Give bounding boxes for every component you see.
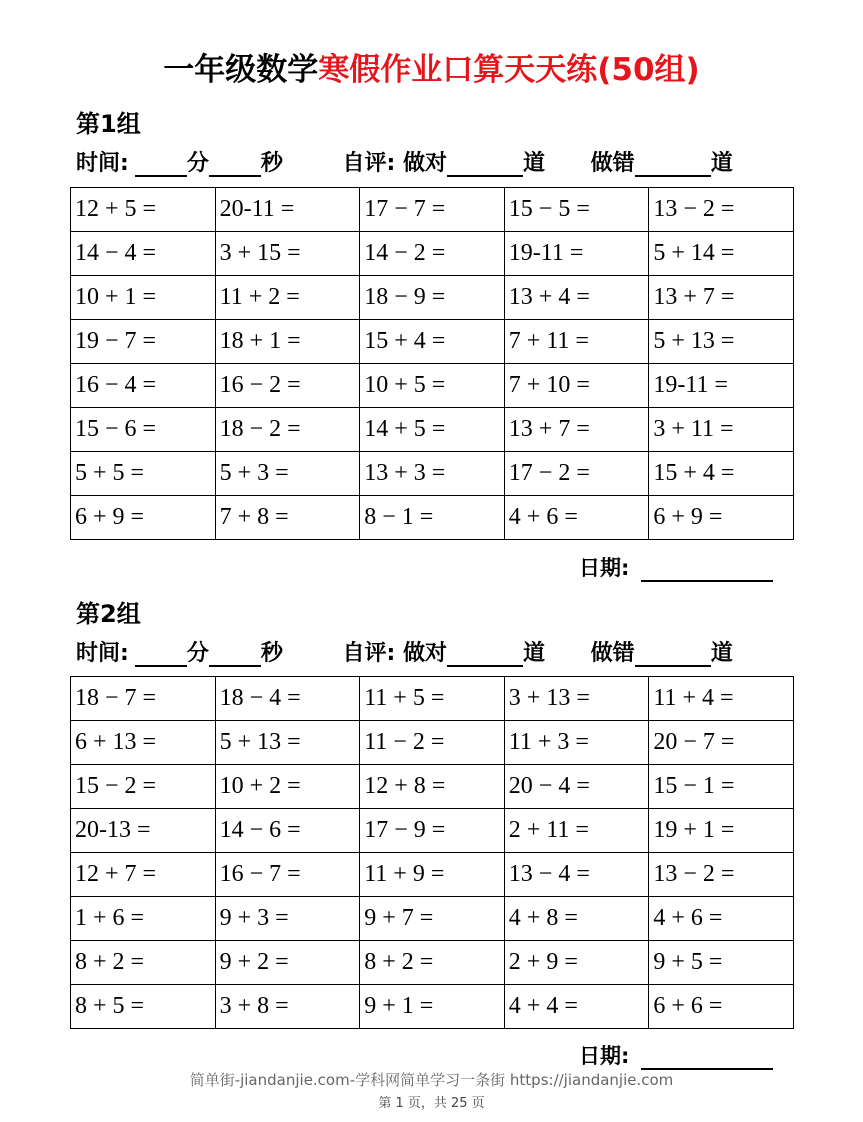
date-blank[interactable] — [641, 562, 773, 582]
problem-cell[interactable]: 8 + 5 = — [71, 985, 216, 1029]
correct-blank[interactable] — [447, 153, 523, 177]
problem-cell[interactable]: 14 − 6 = — [215, 809, 360, 853]
problem-cell[interactable]: 19-11 = — [649, 364, 794, 408]
problem-cell[interactable]: 5 + 3 = — [215, 452, 360, 496]
problem-cell[interactable]: 3 + 8 = — [215, 985, 360, 1029]
problem-cell[interactable]: 12 + 5 = — [71, 188, 216, 232]
problem-cell[interactable]: 13 − 2 = — [649, 853, 794, 897]
problem-cell[interactable]: 10 + 1 = — [71, 276, 216, 320]
problem-cell[interactable]: 6 + 13 = — [71, 721, 216, 765]
date-label: 日期: — [579, 556, 630, 580]
problem-cell[interactable]: 13 − 2 = — [649, 188, 794, 232]
table-row — [71, 853, 794, 897]
problem-cell[interactable]: 3 + 15 = — [215, 232, 360, 276]
table-row — [71, 941, 794, 985]
group-title: 第1组 — [76, 110, 141, 138]
date-field — [579, 1040, 773, 1070]
seconds-blank[interactable] — [209, 153, 261, 177]
minutes-label: 分 — [186, 641, 209, 666]
table-row — [71, 897, 794, 941]
problem-cell[interactable]: 9 + 2 = — [215, 941, 360, 985]
time-label: 时间: — [76, 641, 129, 666]
score-line — [76, 146, 788, 177]
seconds-blank[interactable] — [209, 643, 261, 667]
time-label: 时间: — [76, 151, 129, 176]
problem-cell[interactable]: 7 + 10 = — [504, 364, 649, 408]
problem-cell[interactable]: 8 − 1 = — [360, 496, 505, 540]
problem-cell[interactable]: 6 + 9 = — [71, 496, 216, 540]
problem-cell[interactable]: 11 + 9 = — [360, 853, 505, 897]
problem-table — [70, 676, 794, 1029]
seconds-label: 秒 — [260, 641, 283, 666]
wrong-unit: 道 — [710, 151, 733, 176]
table-row — [71, 320, 794, 364]
minutes-blank[interactable] — [135, 153, 187, 177]
problem-cell[interactable]: 11 − 2 = — [360, 721, 505, 765]
problem-cell[interactable]: 2 + 11 = — [504, 809, 649, 853]
table-row — [71, 276, 794, 320]
problem-cell[interactable]: 12 + 7 = — [71, 853, 216, 897]
problem-table — [70, 187, 794, 540]
wrong-label: 做错 — [590, 641, 635, 666]
wrong-label: 做错 — [590, 151, 635, 176]
correct-label: 自评: 做对 — [342, 151, 447, 176]
problem-cell[interactable]: 4 + 6 = — [649, 897, 794, 941]
problem-cell[interactable]: 15 + 4 = — [360, 320, 505, 364]
problem-cell[interactable]: 2 + 9 = — [504, 941, 649, 985]
problem-cell[interactable]: 5 + 13 = — [215, 721, 360, 765]
problem-cell[interactable]: 19 − 7 = — [71, 320, 216, 364]
correct-unit: 道 — [522, 641, 545, 666]
score-line — [76, 636, 788, 667]
problem-cell[interactable]: 3 + 11 = — [649, 408, 794, 452]
page-title — [0, 44, 863, 89]
problem-cell[interactable]: 18 − 7 = — [71, 677, 216, 721]
table-row — [71, 452, 794, 496]
problem-cell[interactable]: 17 − 2 = — [504, 452, 649, 496]
problem-cell[interactable]: 20-13 = — [71, 809, 216, 853]
problem-cell[interactable]: 6 + 6 = — [649, 985, 794, 1029]
problem-cell[interactable]: 11 + 5 = — [360, 677, 505, 721]
problem-cell[interactable]: 8 + 2 = — [71, 941, 216, 985]
problem-cell[interactable]: 7 + 11 = — [504, 320, 649, 364]
problem-cell[interactable]: 18 − 9 = — [360, 276, 505, 320]
problem-cell[interactable]: 14 + 5 = — [360, 408, 505, 452]
title-black: 一年级数学 — [163, 52, 319, 88]
problem-cell[interactable]: 13 + 7 = — [649, 276, 794, 320]
seconds-label: 秒 — [260, 151, 283, 176]
problem-cell[interactable]: 18 − 4 = — [215, 677, 360, 721]
footer-watermark: 简单街-jiandanjie.com-学科网简单学习一条街 https://jiandanjie.com — [189, 1071, 674, 1089]
table-row — [71, 364, 794, 408]
date-blank[interactable] — [641, 1050, 773, 1070]
problem-cell[interactable]: 7 + 8 = — [215, 496, 360, 540]
problem-cell[interactable]: 8 + 2 = — [360, 941, 505, 985]
problem-cell[interactable]: 10 + 2 = — [215, 765, 360, 809]
problem-cell[interactable]: 5 + 14 = — [649, 232, 794, 276]
problem-cell[interactable]: 6 + 9 = — [649, 496, 794, 540]
problem-cell[interactable]: 20-11 = — [215, 188, 360, 232]
problem-cell[interactable]: 13 + 7 = — [504, 408, 649, 452]
problem-cell[interactable]: 13 − 4 = — [504, 853, 649, 897]
problem-cell[interactable]: 15 + 4 = — [649, 452, 794, 496]
table-row — [71, 232, 794, 276]
minutes-blank[interactable] — [135, 643, 187, 667]
problem-cell[interactable]: 3 + 13 = — [504, 677, 649, 721]
problem-cell[interactable]: 16 − 4 = — [71, 364, 216, 408]
problem-cell[interactable]: 11 + 4 = — [649, 677, 794, 721]
correct-unit: 道 — [522, 151, 545, 176]
minutes-label: 分 — [186, 151, 209, 176]
problem-cell[interactable]: 14 − 2 = — [360, 232, 505, 276]
problem-cell[interactable]: 11 + 2 = — [215, 276, 360, 320]
problem-cell[interactable]: 15 − 1 = — [649, 765, 794, 809]
problem-cell[interactable]: 17 − 7 = — [360, 188, 505, 232]
title-red: 寒假作业口算天天练(50组) — [318, 52, 700, 88]
problem-cell[interactable]: 9 + 7 = — [360, 897, 505, 941]
table-row — [71, 188, 794, 232]
correct-blank[interactable] — [447, 643, 523, 667]
table-row — [71, 677, 794, 721]
problem-cell[interactable]: 4 + 6 = — [504, 496, 649, 540]
problem-cell[interactable]: 9 + 5 = — [649, 941, 794, 985]
problem-cell[interactable]: 15 − 2 = — [71, 765, 216, 809]
table-row — [71, 496, 794, 540]
table-row — [71, 985, 794, 1029]
correct-label: 自评: 做对 — [342, 641, 447, 666]
problem-cell[interactable]: 12 + 8 = — [360, 765, 505, 809]
date-label: 日期: — [579, 1044, 630, 1068]
problem-cell[interactable]: 16 − 7 = — [215, 853, 360, 897]
problem-cell[interactable]: 5 + 5 = — [71, 452, 216, 496]
problem-cell[interactable]: 17 − 9 = — [360, 809, 505, 853]
problem-cell[interactable]: 18 − 2 = — [215, 408, 360, 452]
wrong-blank[interactable] — [635, 153, 711, 177]
wrong-unit: 道 — [710, 641, 733, 666]
table-row — [71, 809, 794, 853]
problem-cell[interactable]: 19-11 = — [504, 232, 649, 276]
problem-cell[interactable]: 20 − 7 = — [649, 721, 794, 765]
problem-cell[interactable]: 15 − 5 = — [504, 188, 649, 232]
problem-cell[interactable]: 4 + 8 = — [504, 897, 649, 941]
problem-cell[interactable]: 19 + 1 = — [649, 809, 794, 853]
date-field — [579, 552, 773, 582]
problem-cell[interactable]: 5 + 13 = — [649, 320, 794, 364]
problem-cell[interactable]: 11 + 3 = — [504, 721, 649, 765]
table-row — [71, 721, 794, 765]
wrong-blank[interactable] — [635, 643, 711, 667]
problem-cell[interactable]: 14 − 4 = — [71, 232, 216, 276]
group-title: 第2组 — [76, 600, 141, 628]
problem-cell[interactable]: 9 + 1 = — [360, 985, 505, 1029]
problem-cell[interactable]: 10 + 5 = — [360, 364, 505, 408]
problem-cell[interactable]: 13 + 4 = — [504, 276, 649, 320]
table-row — [71, 408, 794, 452]
table-row — [71, 765, 794, 809]
problem-cell[interactable]: 4 + 4 = — [504, 985, 649, 1029]
problem-cell[interactable]: 16 − 2 = — [215, 364, 360, 408]
problem-cell[interactable]: 13 + 3 = — [360, 452, 505, 496]
problem-cell[interactable]: 15 − 6 = — [71, 408, 216, 452]
problem-cell[interactable]: 18 + 1 = — [215, 320, 360, 364]
problem-cell[interactable]: 9 + 3 = — [215, 897, 360, 941]
problem-cell[interactable]: 20 − 4 = — [504, 765, 649, 809]
problem-cell[interactable]: 1 + 6 = — [71, 897, 216, 941]
page-number: 第 1 页，共 25 页 — [378, 1096, 485, 1111]
